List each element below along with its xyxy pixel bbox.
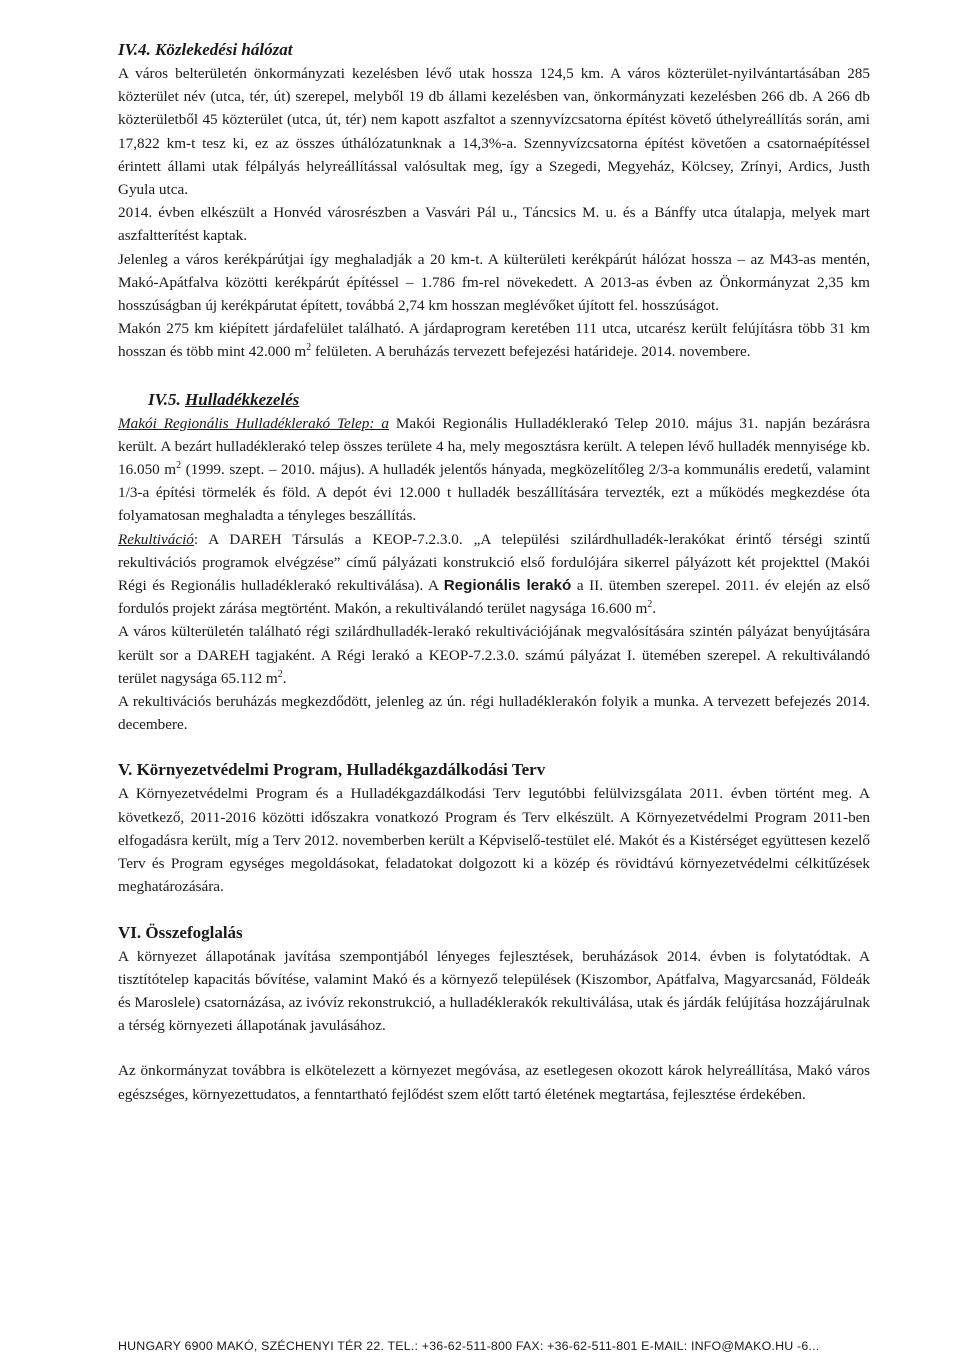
- paragraph: A Környezetvédelmi Program és a Hulladékgazdálkodási Terv legutóbbi felülvizsgálata 2011. évben történt meg. A következő, 2011-2016 közötti időszakra vonatkozó Program és Terv elkészült. A Környezetvédelmi Program 2011-ben elfogadásra került, míg a Terv 2012. novemberben került a Képviselő-testület elé. Makót és a Kistérséget együttesen kezelő Terv és Program egységes megoldásokat, feladatokat dolgozott ki a közép és rövidtávú környezetvédelmi célkitűzések meghatározására.: [118, 785, 870, 896]
- paragraph: Az önkormányzat továbbra is elkötelezett a környezet megóvása, az esetlegesen okozott károk helyreállítása, Makó város egészséges, környezettudatos, a fenntartható fejlődést szem előtt tartó életének megtartása, fejlesztése érdekében.: [118, 1062, 870, 1103]
- section-title-kozlekedes: IV.4. Közlekedési hálózat: [118, 40, 293, 59]
- paragraph: Jelenleg a város kerékpárútjai így meghaladják a 20 km-t. A külterületi kerékpárút hálózat hossza – az M43-as mentén, Makó-Apátfalva közötti kerékpárút építéssel – 1.786 fm-rel növekedett. A 2013-as évben az Önkormányzat 2,35 km hosszúságban új kerékpárutat épített, továbbá 2,74 km hosszan meglévőket újított fel. hosszúságot.: [118, 250, 870, 315]
- paragraph: A környezet állapotának javítása szempontjából lényeges fejlesztések, beruházások 2014. évben is folytatódtak. A tisztítótelep kapacitás bővítése, valamint Makó és a környező települések (Kiszombor, Apátfalva, Magyarcsanád, Földeák és Maroslele) csatornázása, az ivóvíz rekonstrukció, a hulladéklerakók rekultiválása, utak és járdák felújítása hozzájárulnak a térség környezeti állapotának javulásához.: [118, 947, 870, 1035]
- paragraph: A város belterületén önkormányzati kezelésben lévő utak hossza 124,5 km. A város közterület-nyilvántartásában 285 közterület név (utca, tér, út) szerepel, melyből 19 db állami kezelésben van, önkormányzati kezelésben 266 db. A 266 db közterületből 45 közterület (utca, út, tér) nem kapott aszfaltot a szennyvízcsatorna építést követő úthelyreállítás során, ami 17,822 km-t tesz ki, ez az összes úthálózatunknak a 14,3%-a. Szennyvízcsatorna építést követően a csatornaépítéssel érintett állami utak félpályás helyreállítással valósultak meg, így a Szegedi, Megyeház, Kölcsey, Zrínyi, Ardics, Justh Gyula utca.: [118, 65, 870, 199]
- document-page: [118, 38, 870, 1106]
- paragraph: Rekultiváció: A DAREH Társulás a KEOP-7.2.3.0. „A települési szilárdhulladék-lerakókat érintő térségi szintű rekultivációs programok elvégzése” című pályázati konstrukció első fordulójára sikerrel pályázott két projekttel (Makói Régi és Regionális hulladéklerakó rekultiválása). A Regionális lerakó a II. ütemben szerepel. 2011. év elején az első fordulós projekt zárása megtörtént. Makón, a rekultiválandó terület nagysága 16.600 $m^2$.: [118, 530, 871, 618]
- section-title-hulladek: IV.5. Hulladékkezelés: [148, 389, 300, 409]
- page-footer: HUNGARY 6900 MAKÓ, SZÉCHENYI TÉR 22. TEL.: +36-62-511-800 FAX: +36-62-511-801 E-MAIL: INFO@MAKO.HU -6...: [118, 1339, 820, 1353]
- paragraph: 2014. évben elkészült a Honvéd városrészben a Vasvári Pál u., Táncsics M. u. és a Bánffy utca útalapja, melyek mart aszfaltterítést kaptak.: [118, 204, 870, 245]
- paragraph: A rekultivációs beruházás megkezdődött, jelenleg az ún. régi hulladéklerakón folyik a munka. A tervezett befejezés 2014. decembere.: [118, 693, 870, 734]
- section-title-osszefoglalas: VI. Összefoglalás: [118, 922, 243, 942]
- paragraph: A város külterületén található régi szilárdhulladék-lerakó rekultivációjának megvalósítására szintén pályázat benyújtására került sor a DAREH tagjaként. A Régi lerakó a KEOP-7.2.3.0. számú pályázat I. ütemében szerepel. A rekultiválandó terület nagysága 65.112 $m^2$.: [118, 623, 870, 687]
- paragraph: Makón 275 km kiépített járdafelület található. A járdaprogram keretében 111 utca, utcarész került felújításra több 31 km hosszan és több mint 42.000 $m^2$ felületen. A beruházás tervezett befejezési határideje. 2014. novembere.: [118, 320, 870, 361]
- section-title-kornyezetvedelmi-program: V. Környezetvédelmi Program, Hulladékgazdálkodási Terv: [118, 760, 546, 780]
- paragraph: Makói Regionális Hulladéklerakó Telep: a Makói Regionális Hulladéklerakó Telep 2010. május 31. napján bezárásra került. A bezárt hulladéklerakó telep összes területe 4 ha, mely megosztásra került. A telepen lévő hulladék mennyisége kb. 16.050 $m^2$ (1999. szept. – 2010. május). A hulladék jelentős hányada, megközelítőleg 2/3-a kommunális eredetű, valamint 1/3-a építési törmelék és föld. A depót évi 12.000 t hulladék beszállítására tervezték, ezt a működés megkezdése óta folyamatosan meghaladta a tényleges beszállítás.: [118, 414, 870, 525]
